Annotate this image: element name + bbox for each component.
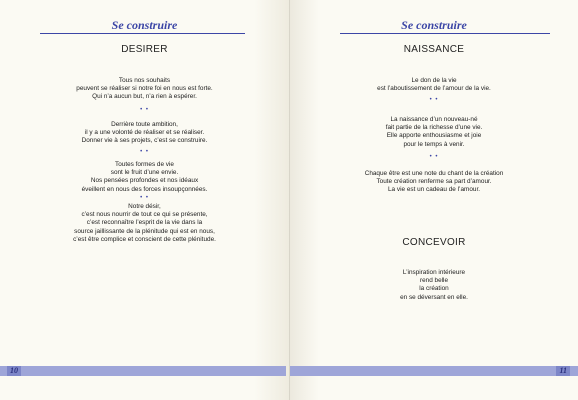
stanza-line: Toute création renferme sa part d’amour. bbox=[376, 178, 492, 186]
stanza-line: Le don de la vie bbox=[411, 77, 457, 84]
stanza-line: Derrière toute ambition, bbox=[111, 121, 178, 128]
left-stanza-3 bbox=[0, 161, 289, 194]
right-separator-1: • • bbox=[429, 97, 439, 103]
left-separator-1: • • bbox=[140, 107, 149, 113]
stanza-line: pour le temps à venir. bbox=[403, 140, 465, 148]
right-footer-band bbox=[290, 366, 578, 376]
stanza-line: Toutes formes de vie bbox=[115, 161, 174, 168]
right-page-number: 11 bbox=[556, 366, 570, 376]
left-stanza-2 bbox=[0, 121, 289, 146]
left-page-number: 10 bbox=[7, 366, 21, 376]
left-separator-3: • • bbox=[140, 195, 149, 201]
stanza-line: Nos pensées profondes et nos idéaux bbox=[90, 177, 199, 185]
right-section-heading: NAISSANCE bbox=[403, 44, 465, 55]
right-page bbox=[290, 0, 578, 400]
stanza-line: La vie est un cadeau de l’amour. bbox=[387, 186, 480, 194]
right-stanza-2 bbox=[290, 116, 578, 149]
stanza-line: fait partie de la richesse d’une vie. bbox=[385, 124, 483, 132]
stanza-line: L’inspiration intérieure bbox=[402, 269, 466, 276]
stanza-line: sont le fruit d’une envie. bbox=[110, 169, 179, 177]
left-stanza-1 bbox=[0, 77, 289, 102]
right-stanza-4 bbox=[290, 269, 578, 302]
left-running-header: Se construire bbox=[111, 18, 178, 32]
stanza-line: La naissance d’un nouveau-né bbox=[390, 116, 478, 123]
stanza-line: Notre désir, bbox=[128, 203, 161, 210]
stanza-line: Qui n’a aucun but, n’a rien à espérer. bbox=[92, 93, 197, 101]
stanza-line: rend belle bbox=[419, 277, 449, 285]
left-section-heading: DESIRER bbox=[121, 44, 168, 55]
stanza-line: Elle apporte enthousiasme et joie bbox=[386, 132, 482, 140]
left-header-rule bbox=[40, 33, 245, 34]
left-footer-band bbox=[0, 366, 286, 376]
right-header-rule bbox=[340, 33, 550, 34]
stanza-line: il y a une volonté de réaliser et se réaliser. bbox=[84, 129, 205, 137]
right-running-header: Se construire bbox=[401, 18, 467, 32]
stanza-line: la création bbox=[419, 285, 449, 293]
left-separator-2: • • bbox=[140, 149, 149, 155]
stanza-line: éveillent en nous des forces insoupçonnées. bbox=[81, 185, 208, 193]
stanza-line: Tous nos souhaits bbox=[118, 77, 171, 84]
left-stanza-4 bbox=[0, 203, 289, 244]
right-section-heading-2: CONCEVOIR bbox=[402, 237, 466, 248]
right-separator-2: • • bbox=[429, 154, 439, 160]
stanza-line: c’est nous nourrir de tout ce qui se présente, bbox=[81, 211, 208, 219]
right-stanza-3 bbox=[290, 170, 578, 195]
stanza-line: peuvent se réaliser si notre foi en nous est forte. bbox=[76, 85, 213, 93]
stanza-line: en se déversant en elle. bbox=[400, 293, 468, 301]
stanza-line: est l’aboutissement de l’amour de la vie. bbox=[377, 85, 491, 93]
stanza-line: Chaque être est une note du chant de la création bbox=[364, 170, 504, 177]
stanza-line: c’est reconnaître l’esprit de la vie dans la bbox=[86, 219, 203, 227]
right-stanza-1 bbox=[290, 77, 578, 93]
stanza-line: source jaillissante de la plénitude qui est en nous, bbox=[74, 227, 215, 235]
stanza-line: c’est être complice et conscient de cette plénitude. bbox=[73, 235, 216, 243]
stanza-line: Donner vie à ses projets, c’est se construire. bbox=[81, 137, 208, 145]
